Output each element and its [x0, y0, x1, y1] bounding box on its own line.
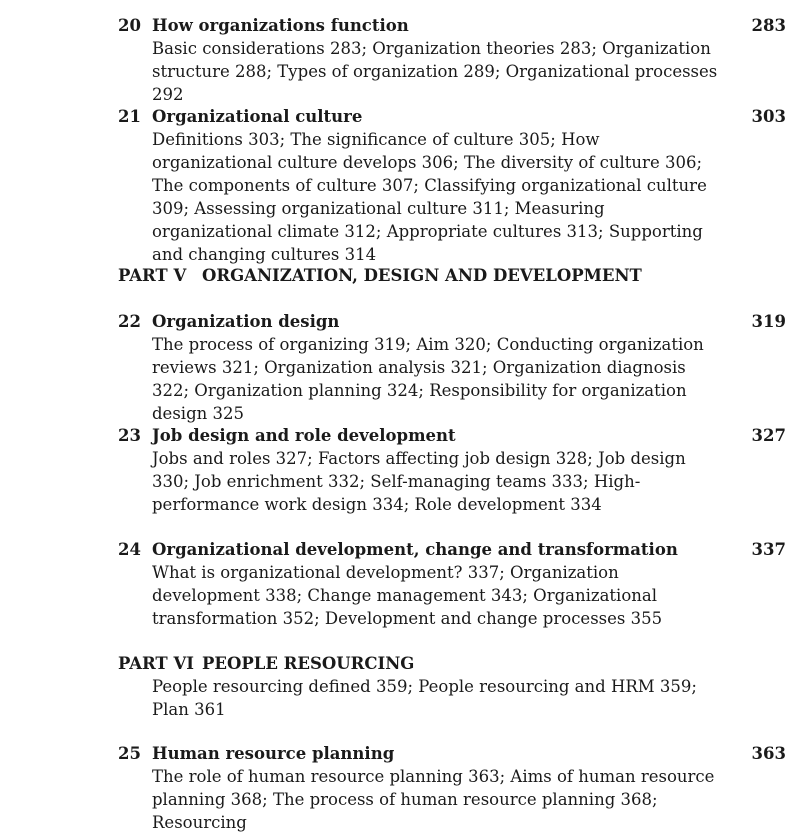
part-contents: People resourcing defined 359; People resourcing and HRM 359; Plan 361	[152, 677, 697, 719]
chapter-contents: Basic considerations 283; Organization theories 283; Organization structure 288; Types of organization 289; Organizational processes 292	[152, 39, 718, 104]
chapter-title: Organizational development, change and transformation	[152, 540, 678, 559]
part-title: ORGANIZATION, DESIGN AND DEVELOPMENT	[202, 266, 642, 285]
part-heading-vi	[118, 652, 414, 675]
chapter-title: Human resource planning	[152, 744, 395, 763]
chapter-number: 20	[118, 16, 141, 35]
chapter-title: Organizational culture	[152, 107, 363, 126]
chapter-page-number: 327	[751, 426, 786, 445]
chapter-contents: Definitions 303; The significance of culture 305; How organizational culture develops 306; The diversity of culture 306; The components of culture 307; Classifying organizational culture 309; Assessing organizational culture 311; Measuring organizational climate 312; Appropriate cultures 313; Supporting and changing cultures 314	[152, 130, 707, 264]
chapter-title: Organization design	[152, 312, 340, 331]
chapter-contents: Jobs and roles 327; Factors affecting job design 328; Job design 330; Job enrichment 332; Self-managing teams 333; High-performance work design 334; Role development 334	[152, 449, 686, 514]
chapter-contents: The process of organizing 319; Aim 320; Conducting organization reviews 321; Organization analysis 321; Organization diagnosis 322; Organization planning 324; Responsibility for organization design 325	[152, 335, 704, 423]
chapter-page-number: 303	[751, 107, 786, 126]
chapter-contents: What is organizational development? 337; Organization development 338; Change management 343; Organizational transformation 352; Development and change processes 355	[152, 563, 663, 628]
chapter-title: Job design and role development	[152, 426, 456, 445]
chapter-page-number: 337	[751, 540, 786, 559]
chapter-page-number: 319	[751, 312, 786, 331]
chapter-number: 23	[118, 426, 141, 445]
chapter-page-number: 363	[751, 744, 786, 763]
part-label: PART V	[118, 266, 187, 285]
part-title: PEOPLE RESOURCING	[202, 654, 415, 673]
part-label: PART VI	[118, 654, 194, 673]
chapter-number: 24	[118, 540, 141, 559]
chapter-title: How organizations function	[152, 16, 409, 35]
chapter-number: 21	[118, 107, 141, 126]
chapter-contents: The role of human resource planning 363; Aims of human resource planning 368; The process of human resource planning 368; Resourcing	[152, 767, 715, 832]
chapter-page-number: 283	[751, 16, 786, 35]
chapter-number: 22	[118, 312, 141, 331]
chapter-number: 25	[118, 744, 141, 763]
part-heading-v	[118, 264, 642, 287]
